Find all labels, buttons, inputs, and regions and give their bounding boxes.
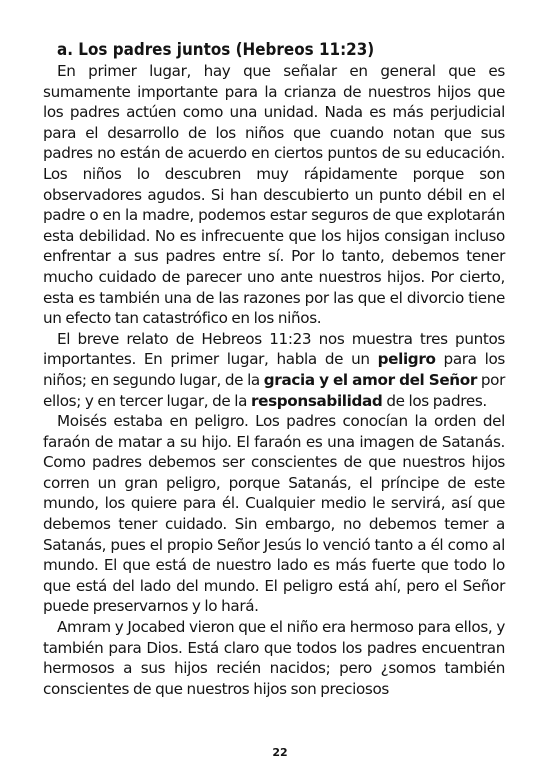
paragraph-2 bbox=[43, 329, 505, 411]
paragraph-2-text-d: de los padres. bbox=[382, 391, 487, 410]
paragraph-4-text: Amram y Jocabed vieron que el niño era hermoso para ellos, y también para Dios. Está claro que todos los padres encuentran hermosos a sus hijos recién nacidos; pero ¿somos también conscientes de que nuestros hijos son preciosos bbox=[43, 618, 505, 698]
paragraph-4 bbox=[43, 617, 505, 699]
emphasis-gracia: gracia y el amor del Señor bbox=[263, 370, 477, 389]
page-body bbox=[43, 39, 505, 699]
page-number: 22 bbox=[272, 746, 288, 759]
paragraph-2-text-b: para los niños; en segundo lugar, de la bbox=[43, 350, 505, 389]
paragraph-3 bbox=[43, 411, 505, 617]
paragraph-1-text: En primer lugar, hay que señalar en general que es sumamente importante para la crianza de nuestros hijos que los padres actúen como una unidad. Nada es más perjudicial para el desarrollo de los niños que cuando notan que sus padres no están de acuerdo en ciertos puntos de su educación. Los niños lo descubren muy rápidamente porque son observadores agudos. Si han descubierto un punto débil en el padre o en la madre, podemos estar seguros de que explotarán esta debilidad. No es infrecuente que los hijos consigan incluso enfrentar a sus padres entre sí. Por lo tanto, debemos tener mucho cuidado de parecer uno ante nuestros hijos. Por cierto, esta es también una de las razones por las que el divorcio tiene un efecto tan catastrófico en los niños. bbox=[43, 62, 505, 328]
paragraph-3-text: Moisés estaba en peligro. Los padres conocían la orden del faraón de matar a su hijo. El faraón es una imagen de Satanás. Como padres debemos ser conscientes de que nuestros hijos corren un gran peligro, porque Satanás, el príncipe de este mundo, los quiere para él. Cualquier medio le servirá, así que debemos tener cuidado. Sin embargo, no debemos temer a Satanás, pues el propio Señor Jesús lo venció tanto a él como al mundo. El que está de nuestro lado es más fuerte que todo lo que está del lado del mundo. El peligro está ahí, pero el Señor puede preservarnos y lo hará. bbox=[43, 412, 505, 616]
paragraph-1 bbox=[43, 61, 505, 329]
emphasis-peligro: peligro bbox=[377, 350, 436, 369]
paragraph-2-text-a: El breve relato de Hebreos 11:23 nos muestra tres puntos importantes. En primer lugar, habla de un bbox=[43, 329, 505, 369]
section-heading: a. Los padres juntos (Hebreos 11:23) bbox=[57, 40, 375, 59]
paragraph-2-text-c: por ellos; y en tercer lugar, de la bbox=[43, 370, 505, 410]
emphasis-responsabilidad: responsabilidad bbox=[250, 391, 383, 410]
